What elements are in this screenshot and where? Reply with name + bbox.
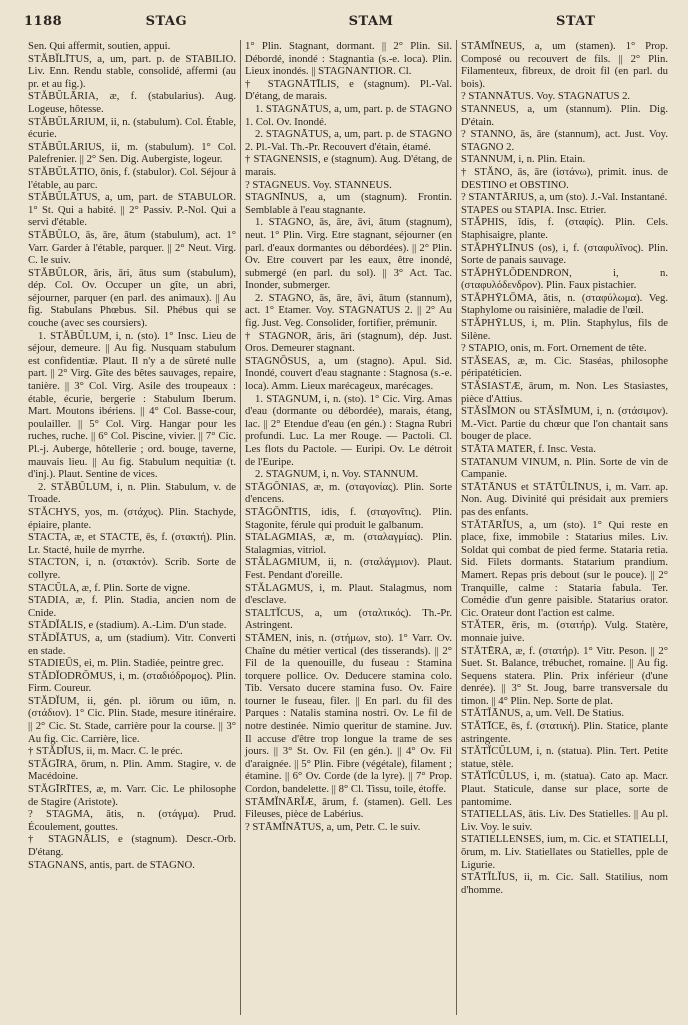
dictionary-entry: STANNEUS, a, um (stannum). Plin. Dig. D'étain. — [461, 102, 668, 128]
dictionary-entry: STĂBŬLOR, āris, āri, ātus sum (stabulum), dép. Col. Ov. Occuper un gîte, un abri, séjourner, parquer (en parl. des animaux). || Au fig. Stabulans Phœbus. Sil. Phébus qui se couche (avec ses coursiers). — [28, 266, 236, 330]
dictionary-entry: STĀTĬLĬUS, ii, m. Cic. Sall. Statilius, nom d'homme. — [461, 871, 668, 896]
dictionary-entry: STĀTA MATER, f. Insc. Vesta. — [461, 443, 596, 455]
dictionary-entry: STĂTĒRA, æ, f. (στατήρ). 1° Vitr. Peson. || 2° Suet. St. Balance, trébuchet, romaine. || Au fig. Sequens statera. Plin. Prix inférieur (d'une denrée). || 3° St. Joug, barre transversale du timon. || 4° Plin. Nep. Sorte de plat. — [461, 644, 668, 707]
dictionary-entry: † STAGNENSIS, e (stagnum). Aug. D'étang, de marais. — [245, 153, 452, 178]
dictionary-entry: STĂBŬLĀRIA, æ, f. (stabularius). Aug. Logeuse, hôtesse. — [28, 90, 236, 115]
dictionary-entry: 1. STAGNĀTUS, a, um, part. p. de STAGNO 1. Col. Ov. Inondé. — [245, 102, 452, 128]
dictionary-entry: 1. STĂBŬLUM, i, n. (sto). 1° Insc. Lieu de séjour, demeure. || Au fig. Nusquam stabulum est confidentiæ. Plaut. Il n'y a de sûreté nulle part. || 2° Virg. Gîte des bêtes sauvages, repaire, tanière. || 3° Col. Virg. Asile des troupeaux : étable, écurie, bergerie : Stabulum Iberum. Mart. Moutons ibériens. || 4° Col. Basse-cour, poulailler. || 5° Col. Virg. Hangar pour les ruches, ruche. || 6° Col. Piscine, vivier. || 7° Cic. Pl.-j. Auberge, hôtellerie ; ord. bouge, taverne, mauvais lieu. || Au fig. Stabulum nequitiæ (t. d'inj.). Plaut. Sentine de vices. — [28, 329, 236, 481]
dictionary-entry: STALAGMIAS, æ, m. (σταλαγμίας). Plin. Stalagmias, vitriol. — [245, 531, 452, 556]
dictionary-entry: STĂTĪCE, ēs, f. (στατική). Plin. Statice, plante astringente. — [461, 720, 668, 745]
dictionary-entry: † STĂDĬUS, ii, m. Macr. C. le préc. — [28, 745, 183, 758]
dictionary-entry: ? STANNĀTUS. Voy. STAGNATUS 2. — [461, 90, 631, 103]
dictionary-entry: ? STAGMA, ătis, n. (στάγμα). Prud. Écoulement, gouttes. — [28, 808, 236, 833]
dictionary-entry: STĂDĬUM, ii, gén. pl. iōrum ou iūm, n. (στάδιον). 1° Cic. Plin. Stade, mesure itinéraire. || 2° Cic. St. Stade, carrière pour la course. || 3° Au fig. Cic. Carrière, lice. — [28, 694, 236, 745]
column-right — [456, 40, 672, 1015]
dictionary-entry: STĂTĬĀNUS, a, um. Vell. De Statius. — [461, 707, 625, 720]
dictionary-entry: STĂSEAS, æ, m. Cic. Staséas, philosophe péripatéticien. — [461, 354, 668, 380]
dictionary-entry: STĂPHȲLĪNUS (os), i, f. (σταφυλῖνος). Plin. Sorte de panais sauvage. — [461, 241, 668, 267]
dictionary-entry: STĂTĀRĬUS, a, um (sto). 1° Qui reste en place, fixe, immobile : Statarius miles. Liv. Soldat qui combat de pied ferme. Stataria retia. Sid. Filets dormants. Statarium prandium. Mamert. Repas pris debout (sur le pouce). || 2° Tranquille, calme : Stataria fabula. Ter. Comédie d'un genre paisible. Statarius orator. Cic. Orateur dont l'action est calme. — [461, 518, 668, 619]
dictionary-entry: STĂCHYS, yos, m. (στάχυς). Plin. Stachyde, épiaire, plante. — [28, 505, 236, 531]
dictionary-entry: ? STANNO, ās, āre (stannum), act. Just. Voy. STAGNO 2. — [461, 128, 668, 153]
dictionary-entry: STACTA, æ, et STACTE, ēs, f. (στακτή). Plin. Lr. Stacté, huile de myrrhe. — [28, 531, 236, 556]
dictionary-entry: 1° Plin. Stagnant, dormant. || 2° Plin. Sil. Débordé, inondé : Stagnantia (s.-e. loca). Plin. Lieux inondés. || STAGNANTIOR. Cl. — [245, 40, 452, 78]
dictionary-entry: STAPES ou STAPIA. Insc. Etrier. — [461, 203, 607, 216]
dictionary-entry: STĀGŌNĪTIS, idis, f. (σταγονῖτις). Plin. Stagonite, férule qui produit le galbanum. — [245, 505, 452, 531]
dictionary-entry: ? STĀMĬNĀTUS, a, um, Petr. C. le suiv. — [245, 820, 421, 833]
dictionary-entry: STĂDĬĀTUS, a, um (stadium). Vitr. Converti en stade. — [28, 631, 236, 657]
dictionary-entry: STĂPHIS, ĭdis, f. (σταφίς). Plin. Cels. Staphisaigre, plante. — [461, 216, 668, 241]
dictionary-entry: † STAGNOR, āris, āri (stagnum), dép. Just. Oros. Demeurer stagnant. — [245, 329, 452, 355]
column-left — [24, 40, 240, 1015]
dictionary-entry: STAGNANS, antis, part. de STAGNO. — [28, 858, 195, 871]
dictionary-entry: STĂPHȲLŎDENDRON, i, n. (σταφυλόδενδρον). Plin. Faux pistachier. — [461, 266, 668, 292]
dictionary-entry: 2. STAGNUM, i, n. Voy. STANNUM. — [255, 468, 419, 481]
dictionary-entry: STĂBŬLO, ās, āre, ātum (stabulum), act. 1° Varr. Garder à l'étable, parquer. || 2° Neut. Virg. C. le suiv. — [28, 228, 236, 267]
dictionary-entry: STATIELLENSES, ium, m. Cic. et STATIELLI, ōrum, m. Liv. Statiellates ou Statielles, pple de Ligurie. — [461, 833, 668, 871]
dictionary-entry: STĀMEN, inis, n. (στήμων, sto). 1° Varr. Ov. Chaîne du métier vertical (des tisserands). || 2° Fil de la quenouille, du fuseau : Stamina torquere pollice. Ov. Deducere stamina colo. Tib. Versato ducere stamina fuso. Ov. Faire tourner le fuseau, filer. || En parl. du fil des Parques : Natalis stamina nostri. Ov. Le fil de notre destinée. Nimio queritur de stamine. Juv. Il accuse d'être trop longue la trame de ses jours. || 3° St. Ov. Fil (en gén.). || 4° Ov. Fil d'araignée. || 5° Plin. Fibre (végétale), filament ; étamine. || 6° Ov. Corde (de la lyre). || 7° Prop. Cordon, bandelette. || 8° Cl. Tissu, toile, étoffe. — [245, 631, 452, 796]
running-header — [24, 14, 678, 36]
dictionary-entry: STATANUM VINUM, n. Plin. Sorte de vin de Campanie. — [461, 455, 668, 481]
dictionary-entry: STĂBŬLĀRIUM, ii, n. (stabulum). Col. Étable, écurie. — [28, 115, 236, 141]
dictionary-entry: STAGNĪNUS, a, um (stagnum). Frontin. Semblable à l'eau stagnante. — [245, 191, 452, 216]
dictionary-entry: 2. STĂBŬLUM, i, n. Plin. Stabulum, v. de Troade. — [28, 480, 236, 506]
header-right-word: STAT — [555, 14, 596, 29]
dictionary-entry: STĀMĬNEUS, a, um (stamen). 1° Prop. Composé ou recouvert de fils. || 2° Plin. Filamenteux, fibreux, de droit fil (en parl. du bois). — [461, 40, 668, 90]
dictionary-entry: Sen. Qui affermit, soutien, appui. — [28, 40, 171, 52]
dictionary-entry: † STAGNĀLIS, e (stagnum). Descr.-Orb. D'étang. — [28, 833, 236, 858]
dictionary-entry: STĂBŬLĀTUS, a, um, part. de STABULOR. 1° St. Qui a habité. || 2° Passiv. P.-Nol. Qui a servi d'étable. — [28, 191, 236, 229]
dictionary-entry: STĂGĪRĪTES, æ, m. Varr. Cic. Le philosophe de Stagire (Aristote). — [28, 783, 236, 808]
dictionary-entry: STĂPHȲLŌMA, ătis, n. (σταφύλωμα). Veg. Staphylome ou raisinière, maladie de l'œil. — [461, 291, 668, 317]
dictionary-entry: ? STANTĀRIUS, a, um (sto). J.-Val. Instantané. — [461, 191, 668, 204]
dictionary-entry: STĀTĀNUS et STĀTŪLĪNUS, i, m. Varr. ap. Non. Aug. Divinité qui présidait aux premiers pas des enfants. — [461, 480, 668, 518]
dictionary-entry: STACTON, i, n. (στακτόν). Scrib. Sorte de collyre. — [28, 556, 236, 581]
dictionary-entry: STĂSIASTÆ, ārum, m. Non. Les Stasiastes, pièce d'Attius. — [461, 380, 668, 405]
dictionary-entry: ? STAPIO, onis, m. Fort. Ornement de tête. — [461, 342, 647, 355]
page-number: 1188 — [24, 14, 63, 29]
dictionary-entry: STALTĬCUS, a, um (σταλτικός). Th.-Pr. Astringent. — [245, 606, 452, 632]
dictionary-entry: STĂGĪRA, ōrum, n. Plin. Amm. Stagire, v. de Macédoine. — [28, 757, 236, 783]
dictionary-entry: STĂBŬLĀRIUS, ii, m. (stabulum). 1° Col. Palefrenier. || 2° Sen. Dig. Aubergiste, logeur. — [28, 140, 236, 166]
dictionary-entry: STADIA, æ, f. Plin. Stadia, ancien nom de Cnide. — [28, 594, 236, 619]
dictionary-entry: STĀGŌNIAS, æ, m. (σταγονίας). Plin. Sorte d'encens. — [245, 480, 452, 506]
dictionary-entry: STĂPHȲLUS, i, m. Plin. Staphylus, fils de Silène. — [461, 317, 668, 342]
dictionary-entry: 1. STAGNUM, i, n. (sto). 1° Cic. Virg. Amas d'eau (dormante ou débordée), marais, étang, lac. || 2° Etendue d'eau (en gén.) : Stagna Rubri profundi. Luc. La mer Rouge. — Pactoli. Cl. Les flots du Pactole. — Euripi. Ov. Le détroit de l'Euripe. — [245, 392, 452, 468]
column-middle — [240, 40, 456, 1015]
dictionary-entry: † STAGNĀTĪLIS, e (stagnum). Pl.-Val. D'étang, de marais. — [245, 77, 452, 103]
dictionary-entry: STĂBŬLĀTIO, ōnis, f. (stabulor). Col. Séjour à l'étable, au parc. — [28, 165, 236, 191]
dictionary-entry: STACŬLA, æ, f. Plin. Sorte de vigne. — [28, 581, 191, 594]
dictionary-entry: STĂTER, ēris, m. (στατήρ). Vulg. Statère, monnaie juive. — [461, 619, 668, 644]
dictionary-entry: ? STAGNEUS. Voy. STANNEUS. — [245, 178, 392, 191]
dictionary-entry: STANNUM, i, n. Plin. Etain. — [461, 153, 586, 166]
header-left-word: STAG — [145, 14, 188, 29]
dictionary-entry: 1. STAGNO, ās, āre, āvi, ātum (stagnum), neut. 1° Plin. Virg. Etre stagnant, séjourner (en parl. d'eaux dormantes ou débordées). || 2° Plin. Ov. Etre couvert par les eaux, être inondé, submergé (en parl. du sol). || 3° Act. Tac. Inonder, submerger. — [245, 216, 452, 292]
dictionary-entry: 2. STAGNĀTUS, a, um, part. p. de STAGNO 2. Pl.-Val. Th.-Pr. Recouvert d'étain, étamé. — [245, 128, 452, 153]
dictionary-entry: STAGNŌSUS, a, um (stagno). Apul. Sid. Inondé, couvert d'eau stagnante : Stagnosa (s.-e. loca). Amm. Lieux marécageux, marécages. — [245, 354, 452, 393]
dictionary-entry: STĂBĬLĪTUS, a, um, part. p. de STABILIO. Liv. Enn. Rendu stable, consolidé, affermi (au pr. et au fig.). — [28, 52, 236, 90]
dictionary-entry: † STĂNO, ās, āre (ἱστάνω), primit. inus. de DESTINO et OBSTINO. — [461, 165, 668, 191]
dictionary-entry: STĂTĬCŬLUS, i, m. (statua). Cato ap. Macr. Plaut. Staticule, danse sur place, sorte de pantomime. — [461, 770, 668, 808]
dictionary-entry: STĂDĬĀLIS, e (stadium). A.-Lim. D'un stade. — [28, 619, 227, 632]
dictionary-entry: STĀMĬNĀRĬÆ, ārum, f. (stamen). Gell. Les Fileuses, pièce de Labérius. — [245, 795, 452, 821]
header-center-word: STAM — [348, 14, 394, 29]
text-columns — [24, 40, 678, 1015]
dictionary-entry: 2. STAGNO, ās, āre, āvi, ātum (stannum), act. 1° Etamer. Voy. STAGNATUS 2. || 2° Au fig. Just. Veg. Consolider, fortifier, prémunir. — [245, 291, 452, 330]
dictionary-entry: STĂTĬCŬLUM, i, n. (statua). Plin. Tert. Petite statue, stèle. — [461, 745, 668, 770]
dictionary-entry: STĂLAGMUS, i, m. Plaut. Stalagmus, nom d'esclave. — [245, 581, 452, 607]
dictionary-entry: STĂDĬODRŎMUS, i, m. (σταδιόδρομος). Plin. Firm. Coureur. — [28, 669, 236, 695]
dictionary-entry: STADIEŪS, ei, m. Plin. Stadiée, peintre grec. — [28, 657, 224, 670]
dictionary-entry: STATIELLAS, ātis. Liv. Des Statielles. || Au pl. Liv. Voy. le suiv. — [461, 808, 668, 833]
dictionary-entry: STĂSĬMON ou STĂSĬMUM, i, n. (στάσιμον). M.-Vict. Partie du chœur que l'on chantait sans bouger de place. — [461, 405, 668, 443]
dictionary-entry: STĂLAGMIUM, ii, n. (σταλάγμιον). Plaut. Fest. Pendant d'oreille. — [245, 556, 452, 581]
